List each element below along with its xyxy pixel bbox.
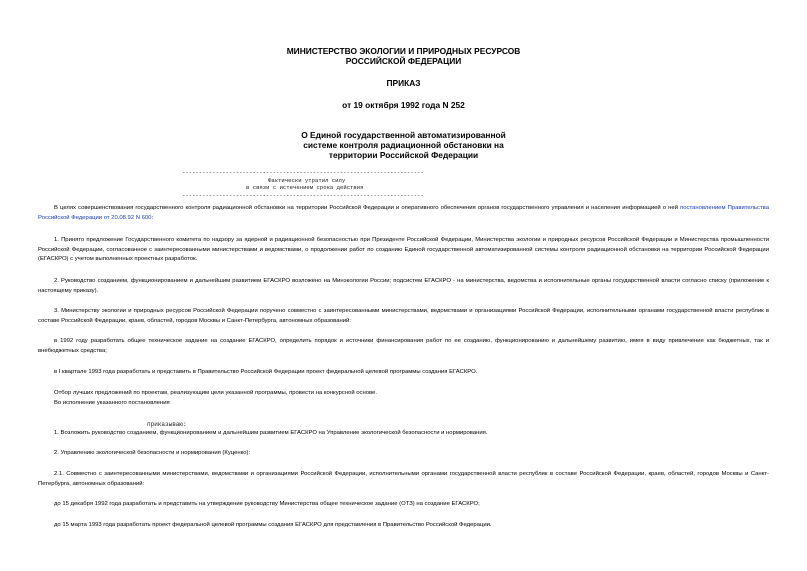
notice-line1: Фактически утратил силу <box>268 177 346 184</box>
preamble-end: : <box>151 214 154 221</box>
document-date: от 19 октября 1992 года N 252 <box>342 100 465 110</box>
paragraph-selection: Отбор лучших предложений по проектам, реализующим цели указанной программы, провести на конкурсной основе. <box>54 390 377 396</box>
decree-link[interactable]: постановлением Правительства Российской Федерации от 20.08.92 N 600 <box>38 205 769 221</box>
paragraph-order-2-1: 2.1. Совместно с заинтересованными министерствами, ведомствами и организациями Российской Федерации, исполнительными органами государственной власти республик в составе Российской Федерации, краев, областей, городов Москвы и Санкт-Петербурга, автономных образований: <box>38 471 769 487</box>
ministry-name-line1: МИНИСТЕРСТВО ЭКОЛОГИИ И ПРИРОДНЫХ РЕСУРСОВ <box>286 46 521 56</box>
paragraph-3b: в I квартале 1993 года разработать и представить в Правительство Российской Федерации проект федеральной целевой программы создания ЕГАСКРО. <box>54 369 478 375</box>
order-word: приказываю: <box>147 421 187 428</box>
paragraph-deadline-2: до 15 марта 1993 года разработать проект федеральной целевой программы создания ЕГАСКРО для представления в Правительство Российской Федерации. <box>54 522 492 528</box>
notice-rule-bottom: ------------------------------------------------------------------------ <box>182 192 424 199</box>
paragraph-deadline-1: до 15 декабря 1992 года разработать и представить на утверждение руководству Министерства общее техническое задание (ОТЗ) на создание ЕГАСКРО; <box>54 501 480 507</box>
paragraph-3: 3. Министерству экологии и природных ресурсов Российской Федерации поручено совместно с заинтересованными министерствами, ведомствами и организациями Российской Федерации, исполнительными органами государственной власти республик в составе Российской Федерации, краев, областей, городов Москвы и Санкт-Петербурга, автономных образований: <box>38 308 769 324</box>
document-type: ПРИКАЗ <box>386 78 421 88</box>
document-title-line3: территории Российской Федерации <box>328 150 479 160</box>
paragraph-preamble <box>38 204 769 223</box>
notice-line2: в связи с истечением срока действия <box>246 184 364 191</box>
paragraph-order-2: 2. Управлению экологической безопасности и нормирования (Куценко): <box>54 450 251 456</box>
paragraph-2: 2. Руководство созданием, функционированием и дальнейшим развитием ЕГАСКРО возложено на Минэкологии России; подсистем ЕГАСКРО - на министерства, ведомства и исполнительные органы государственной власти согласно списку (приложение к настоящему приказу). <box>38 278 769 294</box>
paragraph-pursuant: Во исполнение указанного постановления <box>54 400 170 406</box>
paragraph-3a: в 1992 году разработать общее техническое задание на создание ЕГАСКРО, определить порядок и источники финансирования работ по ее созданию, функционированию и дальнейшему развитию, имея в виду привлечение как бюджетных, так и внебюджетных средства; <box>38 338 769 354</box>
document-title-line1: О Единой государственной автоматизированной <box>301 130 506 140</box>
paragraph-order-1: 1. Возложить руководство созданием, функционированием и дальнейшим развитием ЕГАСКРО на Управление экологической безопасности и нормирования. <box>54 430 488 436</box>
ministry-name-line2: РОССИЙСКОЙ ФЕДЕРАЦИИ <box>345 56 462 66</box>
document-title-line2: системе контроля радиационной обстановки на <box>303 140 504 150</box>
paragraph-1: 1. Принято предложение Государственного комитета по надзору за ядерной и радиационной безопасностью при Президенте Российской Федерации, Министерства экологии и природных ресурсов Российской Федерации и Министерства промышленности Российской Федерации, согласованное с заинтересованными министерствами и ведомствами, о продолжении работ по созданию Единой государственной автоматизированной системы контроля радиационной обстановки на территории Российской Федерации (ЕГАСКРО) с учетом выполненных проектных разработок. <box>38 237 769 263</box>
preamble-text: В целях совершенствования государственного контроля радиационной обстановки на территории Российской Федерации и оперативного обеспечения органов государственного управления и населения информацией о ней <box>54 205 678 211</box>
notice-rule-top: ------------------------------------------------------------------------ <box>182 169 424 176</box>
